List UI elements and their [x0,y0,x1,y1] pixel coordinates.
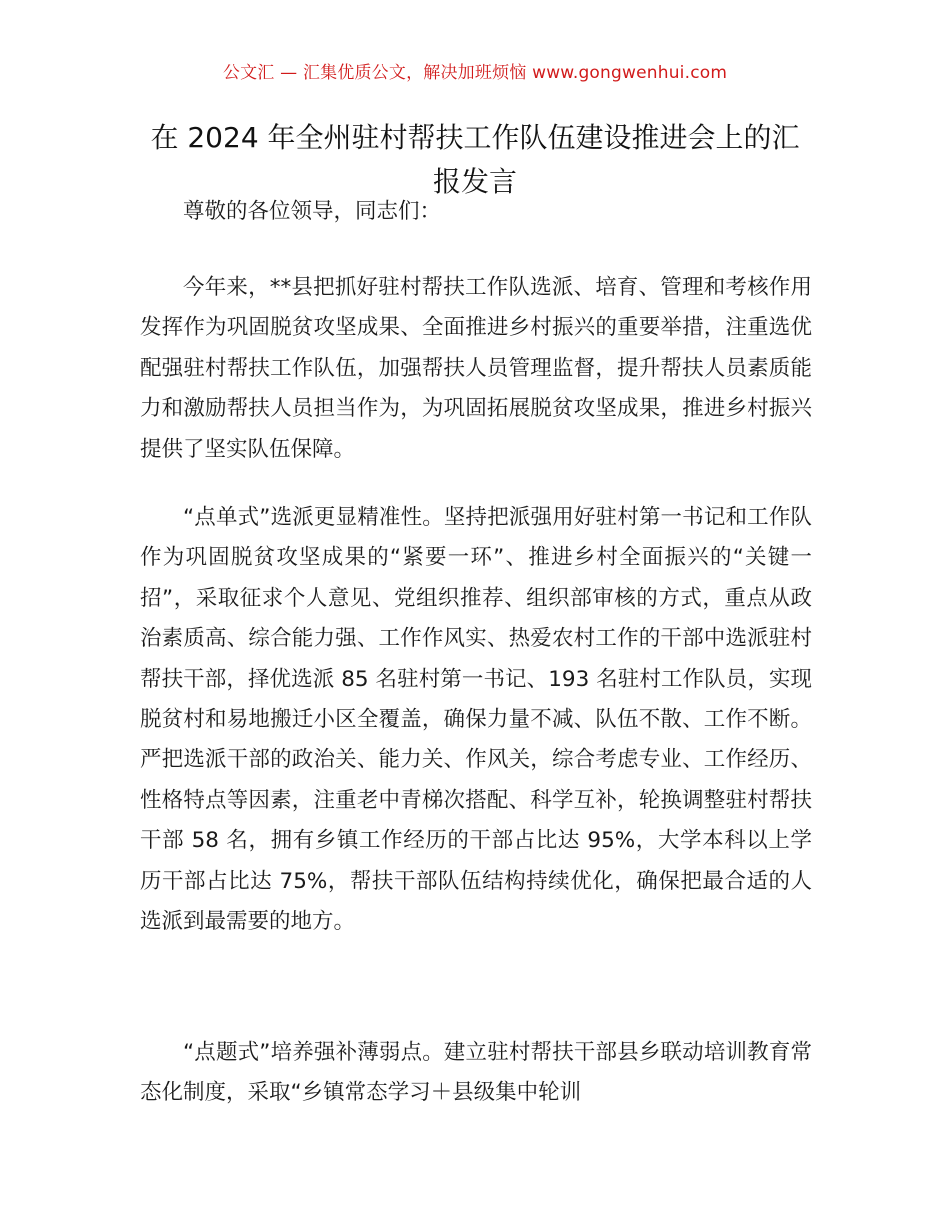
document-title: 在 2024 年全州驻村帮扶工作队伍建设推进会上的汇报发言 [150,121,800,198]
salutation: 尊敬的各位领导，同志们： [183,199,442,224]
paragraph-training: “点题式”培养强补薄弱点。建立驻村帮扶干部县乡联动培训教育常态化制度，采取“乡镇常态学习＋县级集中轮训 [140,1040,812,1106]
paragraph-selection: “点单式”选派更显精准性。坚持把派强用好驻村第一书记和工作队作为巩固脱贫攻坚成果的“紧要一环”、推进乡村全面振兴的“关键一招”，采取征求个人意见、党组织推荐、组织部审核的方式，重点从政治素质高、综合能力强、工作作风实、热爱农村工作的干部中选派驻村帮扶干部，择优选派 85 名驻村第一书记、193 名驻村工作队员，实现脱贫村和易地搬迁小区全覆盖，确保力量不减、队伍不散、工作不断。严把选派干部的政治关、能力关、作风关，综合考虑专业、工作经历、性格特点等因素，注重老中青梯次搭配、科学互补，轮换调整驻村帮扶干部 58 名，拥有乡镇工作经历的干部占比达 95%，大学本科以上学历干部占比达 75%，帮扶干部队伍结构持续优化，确保把最合适的人选派到最需要的地方。 [140,505,812,935]
paragraph-intro: 今年来，**县把抓好驻村帮扶工作队选派、培育、管理和考核作用发挥作为巩固脱贫攻坚成果、全面推进乡村振兴的重要举措，注重选优配强驻村帮扶工作队伍，加强帮扶人员管理监督，提升帮扶人员素质能力和激励帮扶人员担当作为，为巩固拓展脱贫攻坚成果，推进乡村振兴提供了坚实队伍保障。 [140,275,812,462]
header-banner: 公文汇 — 汇集优质公文，解决加班烦恼 www.gongwenhui.com [222,63,728,83]
